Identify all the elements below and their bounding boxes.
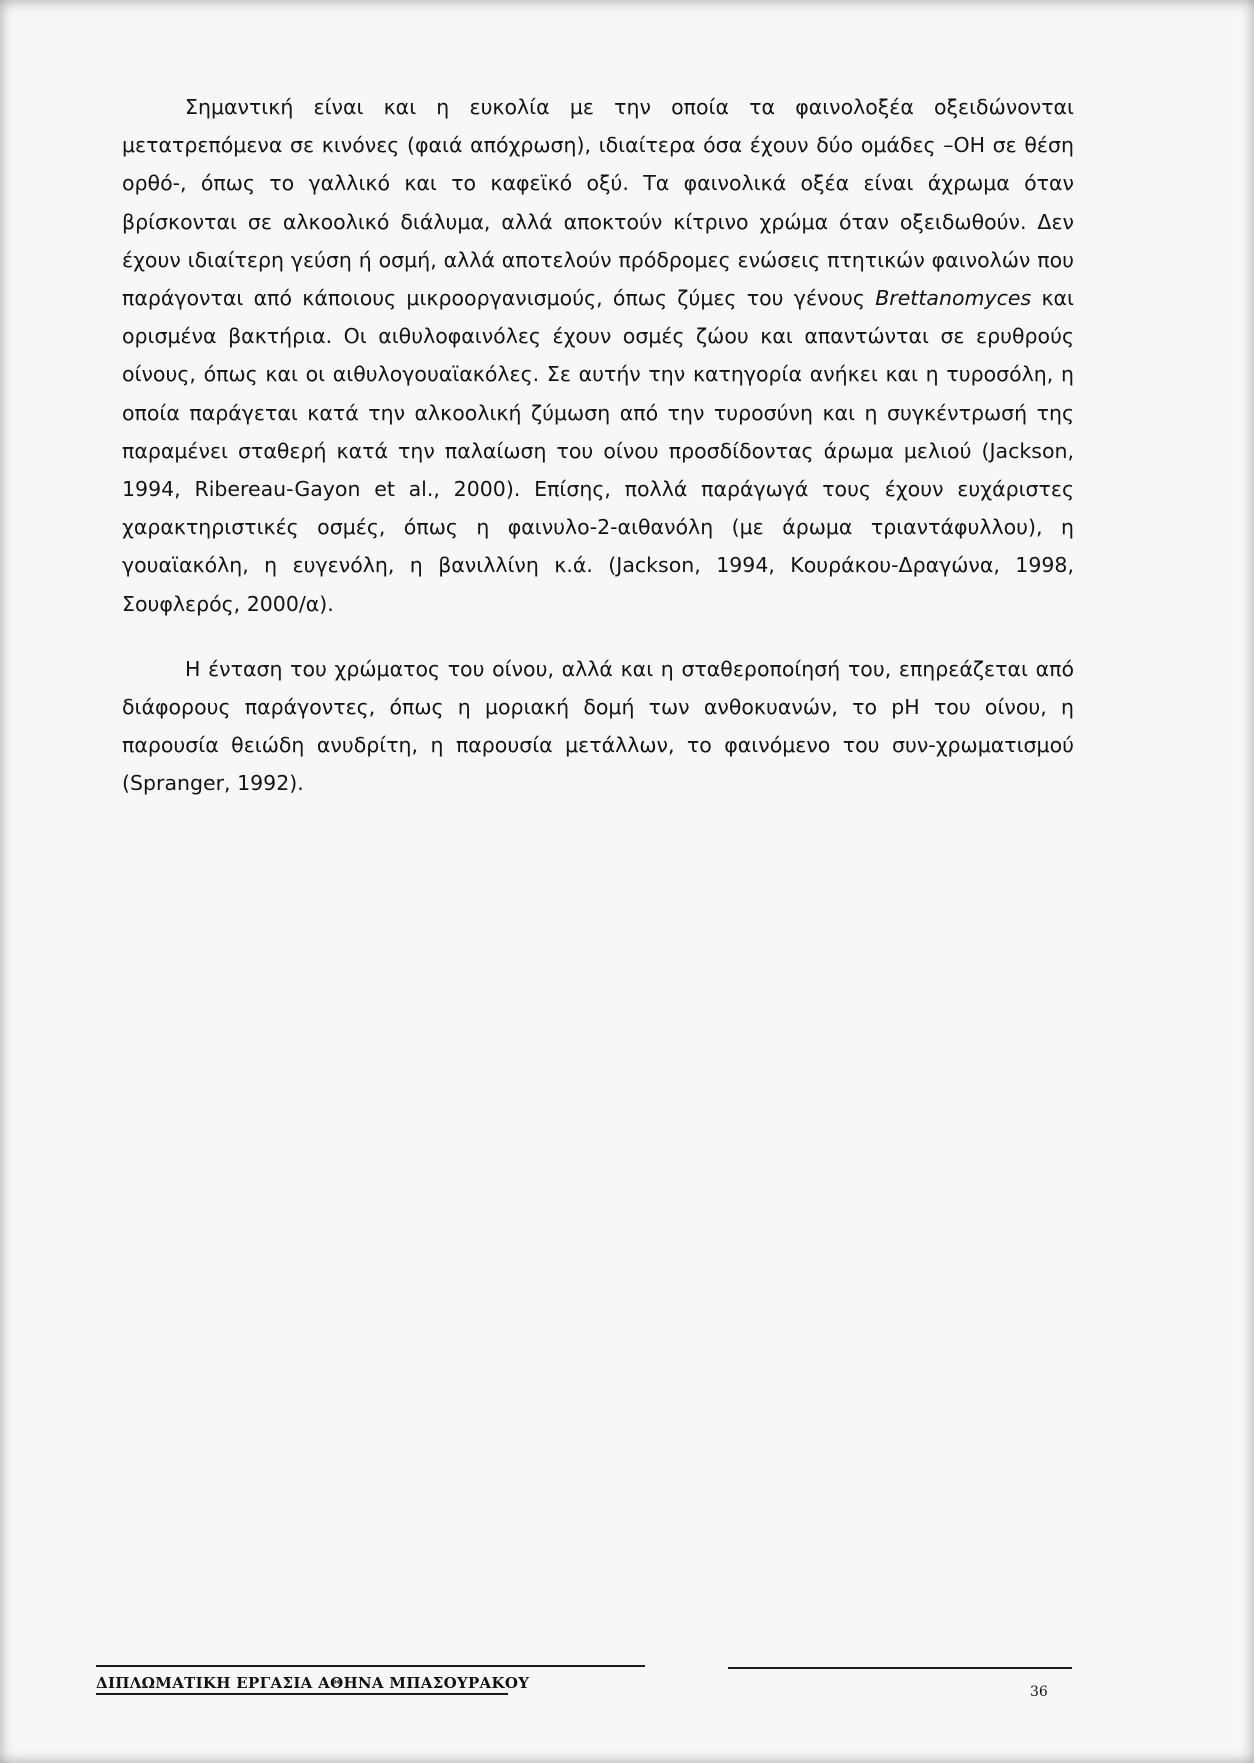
footer-rule-left: [96, 1665, 645, 1667]
footer-rule-right: [728, 1667, 1072, 1669]
body-text: [122, 88, 1074, 803]
footer-title: ΔΙΠΛΩΜΑΤΙΚΗ ΕΡΓΑΣΙΑ ΑΘΗΝΑ ΜΠΑΣΟΥΡΑΚΟΥ: [96, 1674, 530, 1692]
paragraph-1-segment-3: και ορισμένα βακτήρια. Οι αιθυλοφαινόλες έχουν οσμές ζώου και απαντώνται σε ερυθρούς οίνους, όπως και οι αιθυλογουαϊακόλες. Σε αυτήν την κατηγορία ανήκει και η τυροσόλη, η οποία παράγεται κατά την αλκοολική ζύμωση από την τυροσύνη και η συγκέντρωσή της παραμένει σταθερή κατά την παλαίωση του οίνου προσδίδοντας άρωμα μελιού (Jackson, 1994, Ribereau-Gayon et al., 2000). Επίσης, πολλά παράγωγά τους έχουν ευχάριστες χαρακτηριστικές οσμές, όπως η φαινυλο-2-αιθανόλη (με άρωμα τριαντάφυλλου), η γουαϊακόλη, η ευγενόλη, η βανιλλίνη κ.ά. (Jackson, 1994, Κουράκου-Δραγώνα, 1998, Σουφλερός, 2000/α).: [122, 286, 1074, 616]
paragraph-2: [122, 650, 1074, 803]
page-number: 36: [1030, 1684, 1048, 1700]
paragraph-2-segment-1: Η ένταση του χρώματος του οίνου, αλλά και η σταθεροποίησή του, επηρεάζεται από διάφορους παράγοντες, όπως η μοριακή δομή των ανθοκυανών, το pH του οίνου, η παρουσία θειώδη ανυδρίτη, η παρουσία μετάλλων, το φαινόμενο του συν-χρωματισμού (Spranger, 1992).: [122, 656, 1074, 796]
paragraph-1: [122, 88, 1074, 623]
genus-name-italic: Brettanomyces: [875, 286, 1032, 311]
paragraph-1-segment-1: Σημαντική είναι και η ευκολία με την οποία τα φαινολοξέα οξειδώνονται μετατρεπόμενα σε κινόνες (φαιά απόχρωση), ιδιαίτερα όσα έχουν δύο ομάδες –OH σε θέση ορθό-, όπως το γαλλικό και το καφεϊκό οξύ. Τα φαινολικά οξέα είναι άχρωμα όταν βρίσκονται σε αλκοολικό διάλυμα, αλλά αποκτούν κίτρινο χρώμα όταν οξειδωθούν. Δεν έχουν ιδιαίτερη γεύση ή οσμή, αλλά αποτελούν πρόδρομες ενώσεις πτητικών φαινολών που παράγονται από κάποιους μικροοργανισμούς, όπως ζύμες του γένους: [122, 95, 1074, 311]
footer-rule-underline: [96, 1693, 508, 1695]
